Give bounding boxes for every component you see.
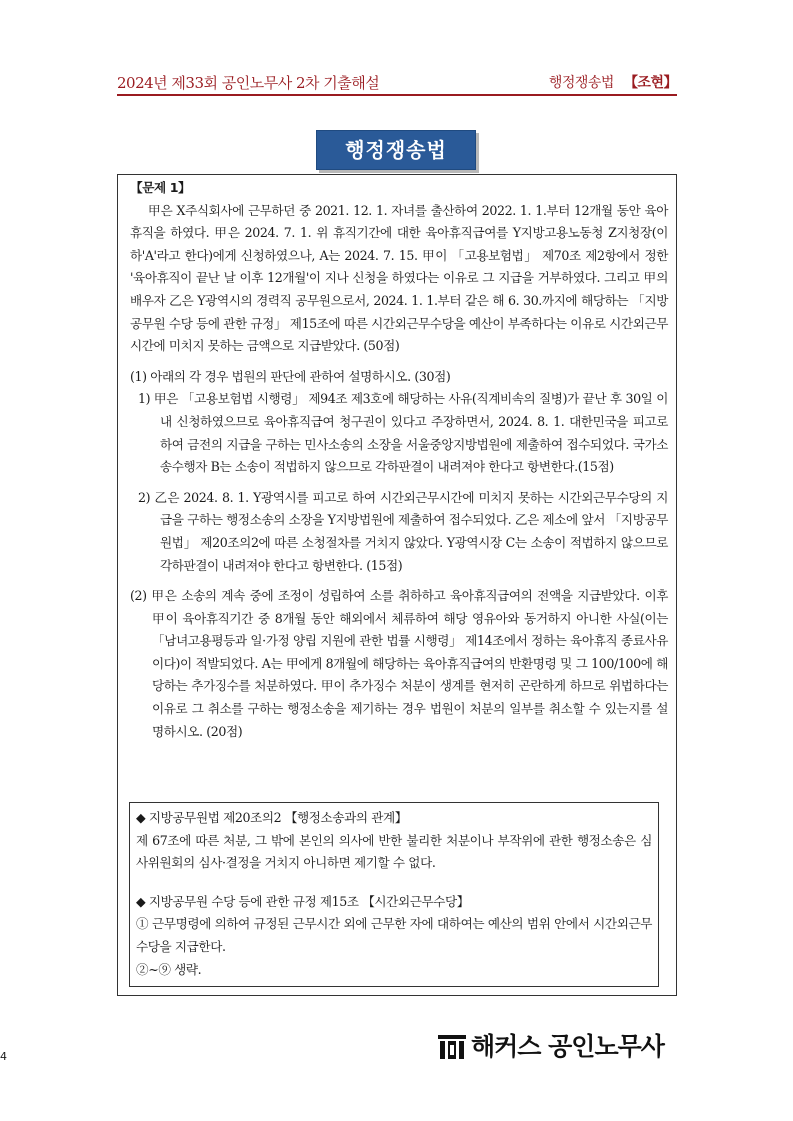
law-1-body: 제 67조에 따른 처분, 그 밖에 본인의 의사에 반한 불리한 처분이나 부작위에 관한 행정소송은 심사위원회의 심사·결정을 거치지 아니하면 제기할 수 없다. bbox=[136, 832, 652, 871]
header-subject bbox=[549, 72, 677, 92]
question-2: (2) 甲은 소송의 계속 중에 조정이 성립하여 소를 취하하고 육아휴직급여의 전액을 지급받았다. 이후 甲이 육아휴직기간 중 8개월 동안 해외에서 체류하여 해당 영유아와 동거하지 아니한 사실(이는 「남녀고용평등과 일·가정 양립 지원에 관한 법률 시행령」 제14조에서 정하는 육아휴직 종료사유이다)이 적발되었다. A는 甲에게 8개월에 해당하는 육아휴직급여의 반환명령 및 그 100/100에 해당하는 추가징수를 처분하였다. 甲이 추가징수 처분이 생계를 현저히 곤란하게 하므로 위법하다는 이유로 그 취소를 구하는 행정소송을 제기하는 경우 법원이 처분의 일부를 취소할 수 있는지를 설명하시오. (20점) bbox=[130, 588, 668, 739]
law-2-rest: ②~⑨ 생략. bbox=[136, 961, 202, 977]
logo-text: 해커스 공인노무사 bbox=[471, 1032, 664, 1061]
problem-box bbox=[117, 174, 677, 996]
header-subject-name: 행정쟁송법 bbox=[548, 75, 614, 91]
problem-label: 【문제 1】 bbox=[130, 180, 191, 195]
law-2-body: ① 근무명령에 의하여 규정된 근무시간 외에 근무한 자에 대하여는 예산의 범위 안에서 시간외근무수당을 지급한다. bbox=[136, 916, 652, 954]
header-exam-title: 2024년 제33회 공인노무사 2차 기출해설 bbox=[117, 74, 380, 92]
question-1-1: 1) 甲은 「고용보험법 시행령」 제94조 제3호에 해당하는 사유(직계비속의 질병)가 끝난 후 30일 이내 신청하였으므로 육아휴직급여 청구권이 있다고 주장하면서, 2024. 8. 1. 대한민국을 피고로 하여 금전의 지급을 구하는 민사소송의 소장을 서울중앙지방법원에 제출하여 접수되었다. 국가소송수행자 B는 소송이 적법하지 않으므로 각하판결이 내려져야 한다고 항변한다.(15점) bbox=[138, 391, 668, 475]
question-1: (1) 아래의 각 경우 법원의 판단에 관하여 설명하시오. (30점) bbox=[130, 368, 451, 384]
law-reference-box bbox=[129, 802, 659, 987]
header-author: 【조현】 bbox=[623, 75, 677, 91]
page-number: 4 bbox=[0, 1050, 7, 1063]
question-1-2: 2) 乙은 2024. 8. 1. Y광역시를 피고로 하여 시간외근무시간에 미치지 못하는 시간외근무수당의 지급을 구하는 행정소송의 소장을 Y지방법원에 제출하여 접수되었다. 乙은 제소에 앞서 「지방공무원법」 제20조의2에 따른 소청절차를 거치지 않았다. Y광역시장 C는 소송이 적법하지 않으므로 각하판결이 내려져야 한다고 항변한다. (15점) bbox=[138, 489, 668, 573]
problem-content bbox=[122, 177, 672, 743]
hackers-logo bbox=[437, 1027, 664, 1061]
law-1-title: ◆ 지방공무원법 제20조의2 【행정소송과의 관계】 bbox=[136, 810, 407, 825]
law-2-title: ◆ 지방공무원 수당 등에 관한 규정 제15조 【시간외근무수당】 bbox=[136, 893, 469, 909]
problem-body: 甲은 X주식회사에 근무하던 중 2021. 12. 1. 자녀를 출산하여 2022. 1. 1.부터 12개월 동안 육아휴직을 하였다. 甲은 2024. 7. 1. 위 휴직기간에 대한 육아휴직급여를 Y지방고용노동청 Z지청장(이하'A'라고 한다)에게 신청하였으나, A는 2024. 7. 15. 甲이 「고용보험법」 제70조 제2항에서 정한 '육아휴직이 끝난 날 이후 12개월'이 지나 신청을 하였다는 이유로 그 지급을 거부하였다. 그리고 甲의 배우자 乙은 Y광역시의 경력직 공무원으로서, 2024. 1. 1.부터 같은 해 6. 30.까지에 해당하는 「지방공무원 수당 등에 관한 규정」 제15조에 따른 시간외근무수당을 예산이 부족하다는 이유로 시간외근무시간에 미치지 못하는 금액으로 지급받았다. (50점) bbox=[130, 202, 668, 354]
hackers-logo-icon bbox=[437, 1033, 467, 1061]
page-header bbox=[117, 70, 677, 96]
section-title: 행정쟁송법 bbox=[316, 130, 476, 170]
